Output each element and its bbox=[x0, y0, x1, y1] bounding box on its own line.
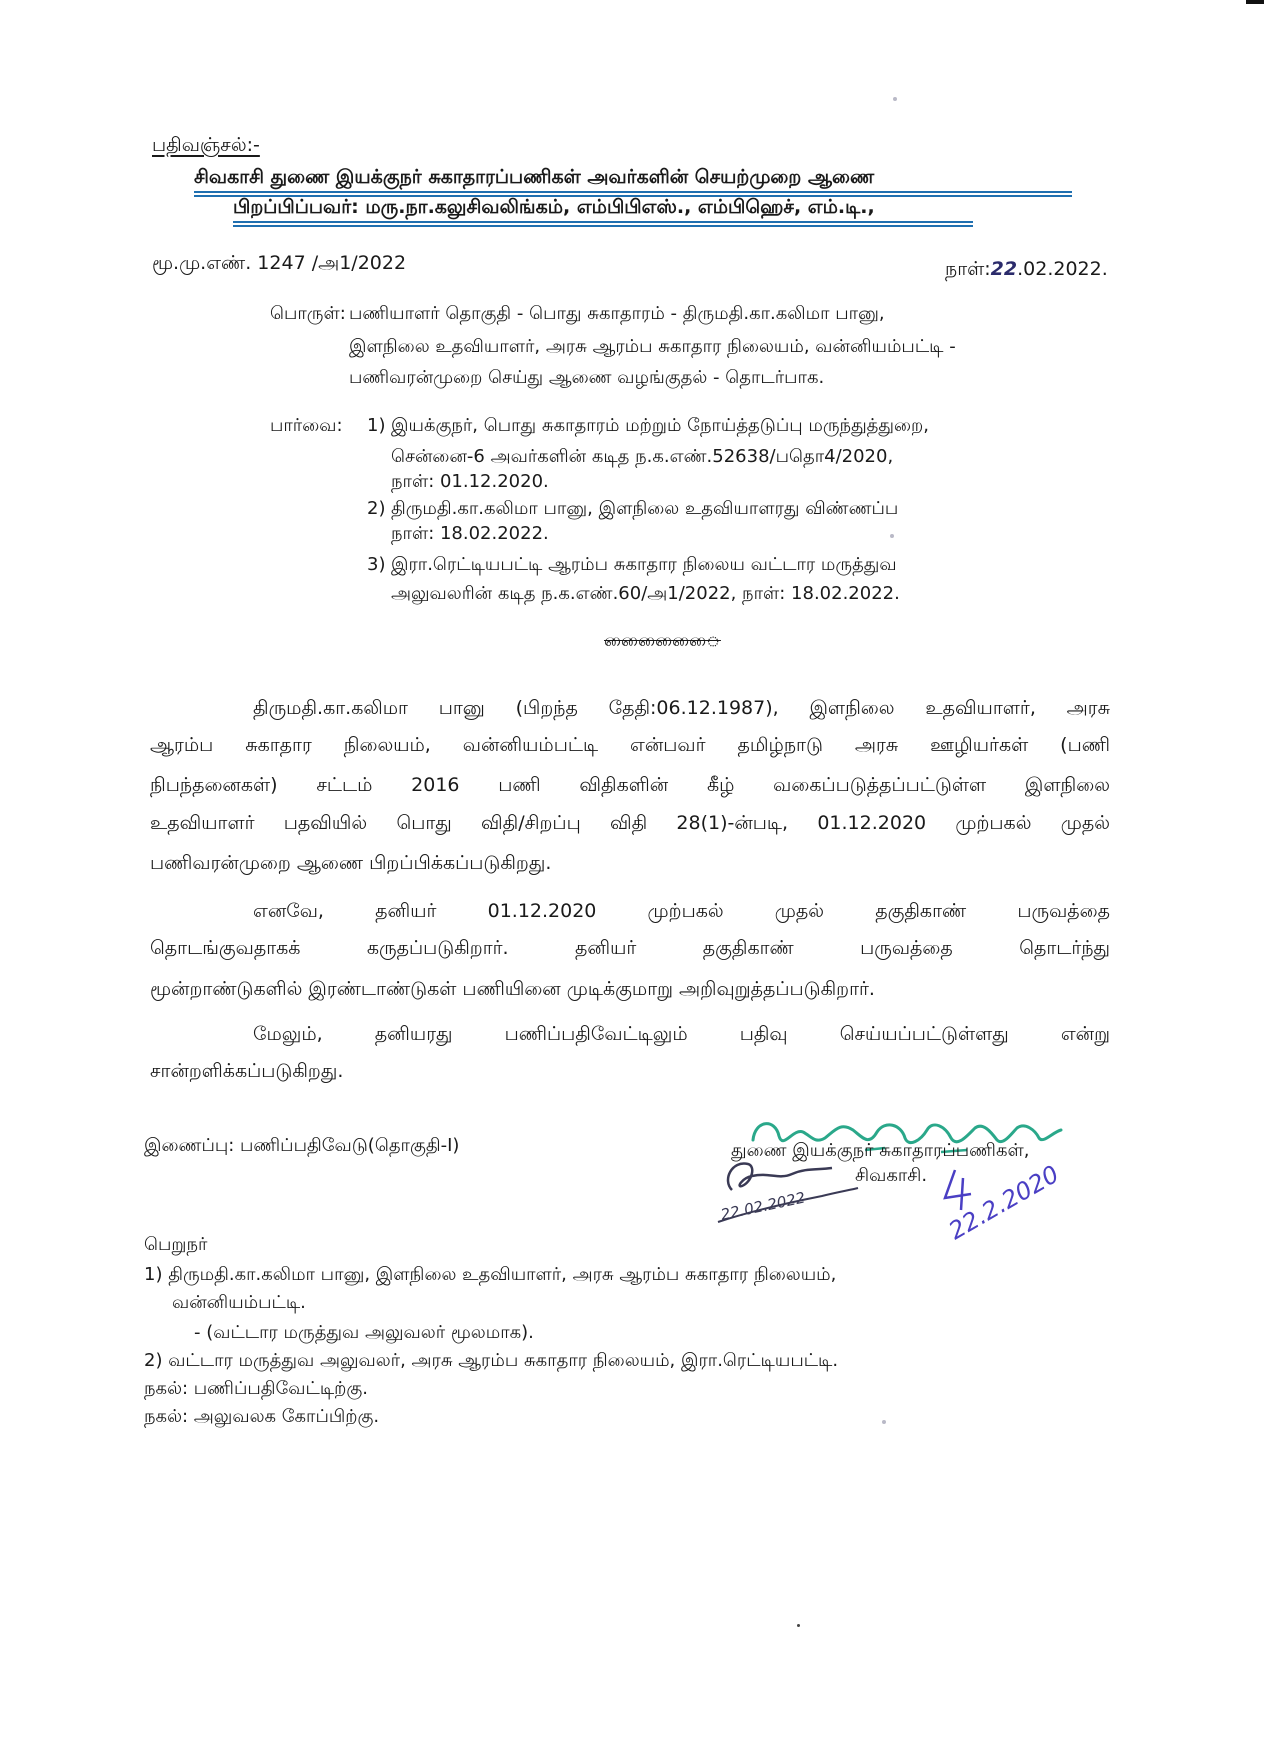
reference-item-line: நாள்: 01.12.2020. bbox=[391, 471, 549, 492]
recipient-item: - (வட்டார மருத்துவ அலுவலர் மூலமாக). bbox=[194, 1322, 534, 1343]
signature-date-purple bbox=[935, 1150, 1085, 1245]
signature-initials bbox=[712, 1150, 862, 1230]
signatory-designation: துணை இயக்குநர் சுகாதாரப்பணிகள், bbox=[731, 1140, 1030, 1161]
reference-item-line: சென்னை-6 அவர்களின் கடித ந.க.எண்.52638/பதொ4/2020, bbox=[391, 446, 894, 467]
reference-item-line: நாள்: 18.02.2022. bbox=[391, 523, 549, 544]
body-text-line: உதவியாளர் பதவியில் பொது விதி/சிறப்பு விதி 28(1)-ன்படி, 01.12.2020 முற்பகல் முதல் bbox=[150, 812, 1110, 834]
reference-item-number: 2) bbox=[367, 498, 386, 519]
copy-to-line: நகல்: அலுவலக கோப்பிற்கு. bbox=[144, 1406, 380, 1427]
enclosure-note: இணைப்பு: பணிப்பதிவேடு(தொகுதி-I) bbox=[144, 1135, 460, 1156]
body-text-line: மூன்றாண்டுகளில் இரண்டாண்டுகள் பணியினை முடிக்குமாறு அறிவுறுத்தப்படுகிறார். bbox=[150, 978, 875, 1000]
registered-post-label: பதிவஞ்சல்:- bbox=[152, 134, 260, 156]
section-separator: ைைைைைை bbox=[604, 630, 721, 651]
reference-item-number: 3) bbox=[367, 554, 386, 575]
copy-to-line: நகல்: பணிப்பதிவேட்டிற்கு. bbox=[144, 1378, 369, 1399]
scan-speck bbox=[882, 1420, 886, 1424]
body-text-line: தொடங்குவதாகக் கருதப்படுகிறார். தனியர் தகுதிகாண் பருவத்தை தொடர்ந்து bbox=[150, 937, 1110, 959]
scan-edge-mark bbox=[1246, 0, 1264, 4]
reference-item-line: திருமதி.கா.கலிமா பானு, இளநிலை உதவியாளரது விண்ணப்ப bbox=[391, 498, 899, 519]
reference-item-number: 1) bbox=[367, 415, 386, 436]
scan-speck bbox=[893, 97, 897, 101]
body-text-line: திருமதி.கா.கலிமா பானு (பிறந்த தேதி:06.12.1987), இளநிலை உதவியாளர், அரசு bbox=[253, 697, 1110, 719]
body-text-line: சான்றளிக்கப்படுகிறது. bbox=[150, 1060, 344, 1082]
scan-speck bbox=[797, 1624, 800, 1627]
reference-item-line: இரா.ரெட்டியபட்டி ஆரம்ப சுகாதார நிலைய வட்டார மருத்துவ bbox=[391, 554, 897, 575]
subject-line: பணிவரன்முறை செய்து ஆணை வழங்குதல் - தொடர்பாக. bbox=[349, 367, 825, 388]
recipients-label: பெறுநர் bbox=[144, 1234, 208, 1255]
body-text-line: எனவே, தனியர் 01.12.2020 முற்பகல் முதல் தகுதிகாண் பருவத்தை bbox=[253, 900, 1110, 922]
body-text-line: ஆரம்ப சுகாதார நிலையம், வன்னியம்பட்டி என்பவர் தமிழ்நாடு அரசு ஊழியர்கள் (பணி bbox=[150, 734, 1110, 756]
signatory-place: சிவகாசி. bbox=[855, 1165, 928, 1186]
reference-item-line: இயக்குநர், பொது சுகாதாரம் மற்றும் நோய்த்தடுப்பு மருந்துத்துறை, bbox=[391, 415, 930, 436]
subject-line: பணியாளர் தொகுதி - பொது சுகாதாரம் - திருமதி.கா.கலிமா பானு, bbox=[349, 303, 885, 324]
svg-text:22.02.2022: 22.02.2022 bbox=[719, 1188, 807, 1224]
reference-number: மூ.மு.எண். 1247 /அ1/2022 bbox=[152, 252, 407, 274]
scan-speck bbox=[890, 534, 894, 538]
body-text-line: மேலும், தனியரது பணிப்பதிவேட்டிலும் பதிவு செய்யப்பட்டுள்ளது என்று bbox=[253, 1023, 1110, 1045]
body-text-line: நிபந்தனைகள்) சட்டம் 2016 பணி விதிகளின் கீழ் வகைப்படுத்தப்பட்டுள்ள இளநிலை bbox=[150, 774, 1110, 796]
svg-text:22.2.2020: 22.2.2020 bbox=[944, 1159, 1064, 1245]
recipient-item: 1) திருமதி.கா.கலிமா பானு, இளநிலை உதவியாளர், அரசு ஆரம்ப சுகாதார நிலையம், bbox=[144, 1264, 837, 1285]
issuer-underline bbox=[233, 221, 973, 227]
subject-label: பொருள்: bbox=[270, 303, 346, 324]
issuer-line: பிறப்பிப்பவர்: மரு.நா.கலுசிவலிங்கம், எம்பிபிஎஸ்., எம்பிஹெச், எம்.டி., bbox=[233, 196, 875, 218]
order-title: சிவகாசி துணை இயக்குநர் சுகாதாரப்பணிகள் அவர்களின் செயற்முறை ஆணை bbox=[194, 166, 875, 188]
order-date: நாள்:22.02.2022. bbox=[945, 258, 1108, 280]
subject-line: இளநிலை உதவியாளர், அரசு ஆரம்ப சுகாதார நிலையம், வன்னியம்பட்டி - bbox=[349, 336, 956, 357]
body-text-line: பணிவரன்முறை ஆணை பிறப்பிக்கப்படுகிறது. bbox=[150, 852, 552, 874]
references-label: பார்வை: bbox=[270, 415, 343, 436]
recipient-item: 2) வட்டார மருத்துவ அலுவலர், அரசு ஆரம்ப சுகாதார நிலையம், இரா.ரெட்டியபட்டி. bbox=[144, 1350, 839, 1371]
reference-item-line: அலுவலரின் கடித ந.க.எண்.60/அ1/2022, நாள்: 18.02.2022. bbox=[391, 583, 900, 604]
recipient-item: வன்னியம்பட்டி. bbox=[172, 1292, 306, 1313]
